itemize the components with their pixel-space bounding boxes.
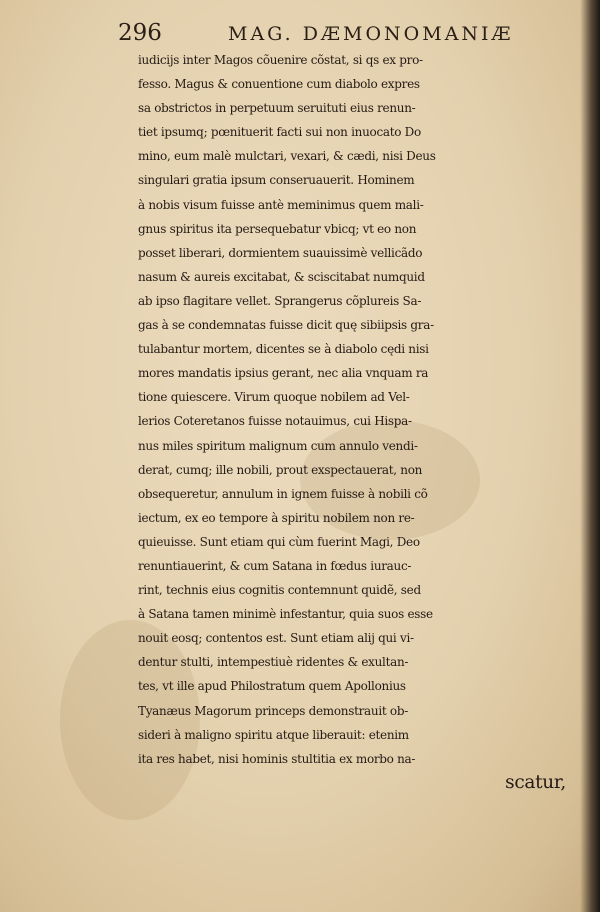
- text-line: à Satana tamen minimè infestantur, quia suos esse: [138, 607, 433, 622]
- book-gutter-shadow: [580, 0, 600, 912]
- text-line: mores mandatis ipsius gerant, nec alia vnquam ra: [138, 366, 429, 381]
- text-line: singulari gratia ipsum conseruauerit. Hominem: [138, 173, 415, 188]
- text-line: tiet ipsumq; pœnituerit facti sui non inuocato Do: [138, 125, 421, 140]
- text-line: quieuisse. Sunt etiam qui cùm fuerint Magi, Deo: [138, 534, 420, 549]
- text-line: iectum, ex eo tempore à spiritu nobilem non re-: [138, 510, 415, 525]
- text-line: mino, eum malè mulctari, vexari, & cædi, nisi Deus: [138, 149, 436, 164]
- text-line: scatur,: [505, 771, 566, 793]
- text-line: renuntiauerint, & cum Satana in fœdus iurauc-: [138, 558, 412, 573]
- text-line: rint, technis eius cognitis contemnunt quidẽ, sed: [138, 583, 421, 598]
- text-line: ab ipso flagitare vellet. Sprangerus cõplureis Sa-: [138, 293, 422, 308]
- text-line: tulabantur mortem, dicentes se à diabolo cędi nisi: [138, 342, 429, 357]
- page-header: [118, 18, 558, 52]
- text-line: obsequeretur, annulum in ignem fuisse à nobili cõ: [138, 486, 428, 501]
- text-line: sa obstrictos in perpetuum seruituti eius renun-: [138, 101, 416, 116]
- text-line: gas à se condemnatas fuisse dicit quę sibiipsis gra-: [138, 318, 434, 333]
- text-line: iudicijs inter Magos cõuenire cõstat, si qs ex pro-: [138, 53, 423, 67]
- text-line: tione quiescere. Virum quoque nobilem ad Vel-: [138, 390, 410, 405]
- text-line: derat, cumq; ille nobili, prout exspectauerat, non: [138, 462, 423, 477]
- text-line: lerios Coteretanos fuisse notauimus, cui Hispa-: [138, 414, 412, 429]
- body-text: [138, 48, 578, 795]
- text-line: sideri à maligno spiritu atque liberauit: etenim: [138, 727, 409, 742]
- text-line: ita res habet, nisi hominis stultitia ex morbo na-: [138, 751, 416, 766]
- text-line: nus miles spiritum malignum cum annulo vendi-: [138, 438, 418, 453]
- text-line: posset liberari, dormientem suauissimè vellicãdo: [138, 245, 423, 260]
- page-number: 296: [118, 20, 162, 46]
- text-line: nouit eosq; contentos est. Sunt etiam alij qui vi-: [138, 631, 414, 646]
- text-line: Tyanæus Magorum princeps demonstrauit ob-: [138, 703, 408, 718]
- text-line: à nobis visum fuisse antè meminimus quem mali-: [138, 197, 424, 212]
- text-line: dentur stulti, intempestiuè ridentes & exultan-: [138, 655, 409, 670]
- running-title: MAG. DÆMONOMANIÆ: [228, 23, 514, 45]
- text-line: nasum & aureis excitabat, & sciscitabat numquid: [138, 269, 425, 284]
- text-line: tes, vt ille apud Philostratum quem Apollonius: [138, 679, 406, 694]
- text-line: gnus spiritus ita persequebatur vbicq; vt eo non: [138, 221, 417, 236]
- text-line: fesso. Magus & conuentione cum diabolo expres: [138, 77, 420, 92]
